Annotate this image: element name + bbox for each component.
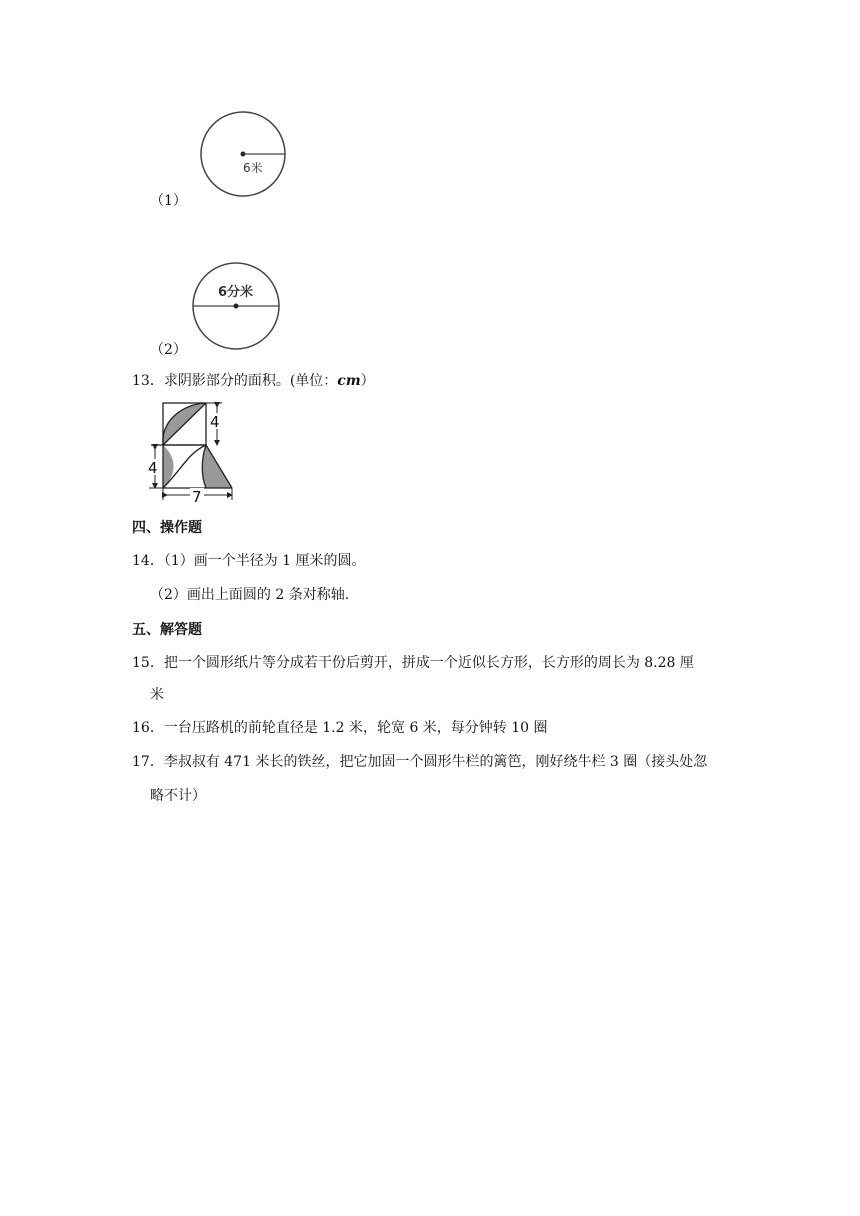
dimension-left-label: 4 [148, 459, 158, 477]
question-number: 14． [132, 553, 164, 569]
question-text: 一台压路机的前轮直径是 1.2 米，轮宽 6 米，每分钟转 10 圈 [163, 720, 548, 736]
figure-2-label: （2） [150, 342, 187, 358]
diameter-label: 6分米 [218, 285, 254, 300]
question-15-continuation: 米 [150, 687, 164, 703]
question-text: 李叔叔有 471 米长的铁丝，把它加固一个圆形牛栏的篱笆，刚好绕牛栏 3 圈（接头处忽 [163, 754, 708, 770]
question-17-continuation: 略不计） [150, 788, 206, 804]
question-text: 求阴影部分的面积。(单位： [163, 373, 338, 389]
question-13 [132, 371, 375, 391]
circle-radius-figure [195, 104, 295, 204]
question-text: （1）画一个半径为 1 厘米的圆。 [163, 553, 366, 569]
question-number: 17． [132, 754, 164, 770]
question-text: 把一个圆形纸片等分成若干份后剪开，拼成一个近似长方形，长方形的周长为 8.28 厘 [163, 655, 694, 671]
circle-diameter-figure [188, 260, 288, 360]
question-14-part-2: （2）画出上面圆的 2 条对称轴. [150, 587, 350, 603]
question-text-end: ） [360, 373, 375, 389]
section-4-title: 四、操作题 [132, 520, 202, 536]
question-number: 15． [132, 655, 164, 671]
dimension-bottom-label: 7 [192, 488, 202, 506]
question-14-part-1 [132, 551, 366, 571]
shaded-area-figure [143, 398, 243, 506]
figure-1 [195, 104, 295, 204]
figure-2 [188, 260, 288, 360]
radius-label: 6米 [243, 161, 263, 175]
dimension-top-label: 4 [210, 413, 220, 431]
unit: cm [337, 373, 361, 389]
question-number: 13． [132, 373, 164, 389]
section-5-title: 五、解答题 [132, 622, 202, 638]
question-number: 16． [132, 720, 164, 736]
question-16 [132, 718, 548, 738]
question-17 [132, 752, 707, 772]
question-15 [132, 653, 694, 673]
figure-1-label: （1） [150, 193, 187, 209]
